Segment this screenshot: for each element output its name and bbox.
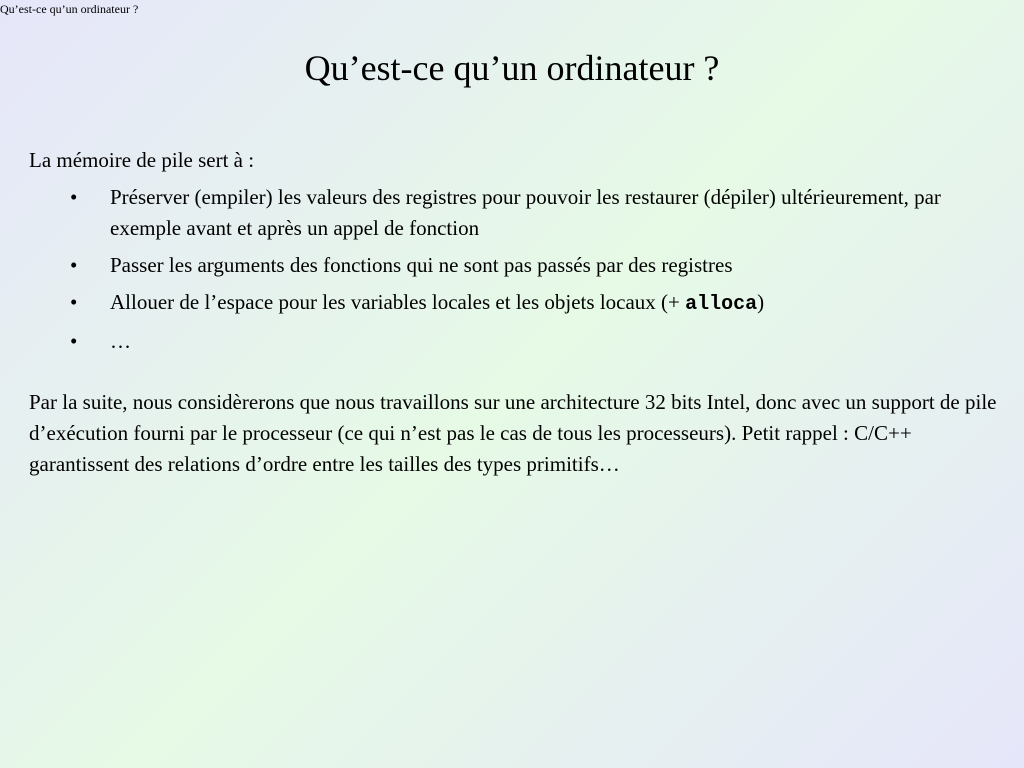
list-item xyxy=(29,287,1004,320)
list-item-text: Préserver (empiler) les valeurs des registres pour pouvoir les restaurer (dépiler) ultérieurement, par exemple avant et après un appel de fonction xyxy=(110,185,941,240)
slide-title: Qu’est-ce qu’un ordinateur ? xyxy=(304,48,720,88)
list-item xyxy=(29,250,1004,281)
list-item xyxy=(29,182,1004,244)
list-item xyxy=(29,326,1004,357)
body-paragraph: Par la suite, nous considèrerons que nous travaillons sur une architecture 32 bits Intel, donc avec un support de pile d’exécution fourni par le processeur (ce qui n’est pas le cas de tous les processeurs). Petit rappel : C/C++ garantissent des relations d’ordre entre les tailles des types primitifs… xyxy=(29,390,997,476)
list-item-text: Passer les arguments des fonctions qui ne sont pas passés par des registres xyxy=(110,253,733,277)
bullet-icon: • xyxy=(70,329,78,353)
bullet-icon: • xyxy=(70,253,78,277)
list-item-text: … xyxy=(110,329,131,353)
header-small-title: Qu’est-ce qu’un ordinateur ? xyxy=(0,2,139,16)
bullet-list xyxy=(29,182,1004,357)
code-keyword: alloca xyxy=(685,293,758,316)
list-item-text-before: Allouer de l’espace pour les variables locales et les objets locaux (+ xyxy=(110,290,686,314)
intro-text: La mémoire de pile sert à : xyxy=(29,148,255,172)
bullet-icon: • xyxy=(70,290,78,314)
bullet-icon: • xyxy=(70,185,78,209)
list-item-text-after: ) xyxy=(757,290,765,314)
slide-content xyxy=(29,145,1004,480)
